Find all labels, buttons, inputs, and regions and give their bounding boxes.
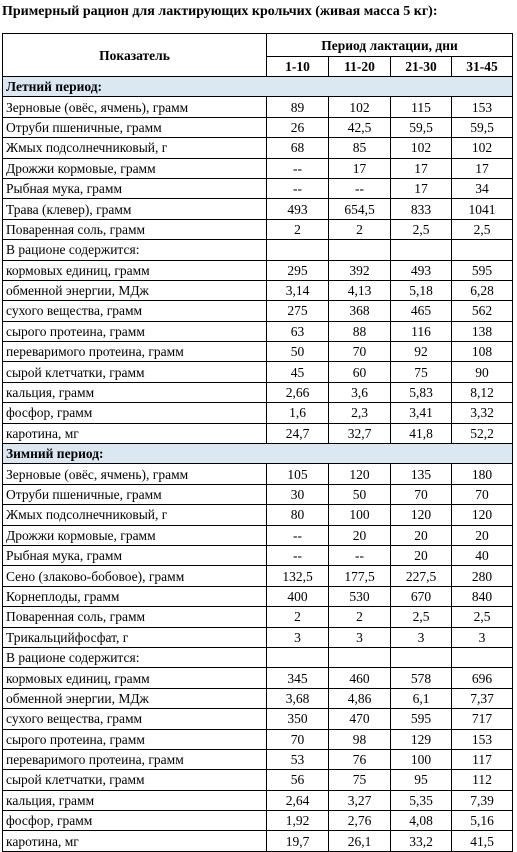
value-cell: 2,3 [329, 403, 391, 423]
value-cell: 153 [452, 97, 513, 117]
value-cell: -- [267, 525, 329, 545]
value-cell: 493 [267, 199, 329, 219]
section-title: Летний период: [3, 77, 513, 97]
value-cell: 345 [267, 668, 329, 688]
value-cell: 32,7 [329, 423, 391, 443]
table-row [3, 668, 513, 688]
value-cell: 120 [391, 505, 452, 525]
column-header: 31-45 [452, 57, 513, 77]
section-header-row [3, 444, 513, 464]
value-cell: 115 [391, 97, 452, 117]
contains-label: В рационе содержится: [3, 647, 267, 667]
section-header-row [3, 77, 513, 97]
table-row [3, 627, 513, 647]
value-cell: 4,86 [329, 688, 391, 708]
table-row [3, 525, 513, 545]
value-cell: 275 [267, 301, 329, 321]
value-cell: 2,5 [391, 219, 452, 239]
row-label: кальция, грамм [3, 790, 267, 810]
value-cell: 3,27 [329, 790, 391, 810]
row-label: Зерновые (овёс, ячмень), грамм [3, 97, 267, 117]
value-cell: 90 [452, 362, 513, 382]
empty-cell [452, 647, 513, 667]
value-cell: 465 [391, 301, 452, 321]
table-row [3, 321, 513, 341]
empty-cell [452, 240, 513, 260]
table-row [3, 382, 513, 402]
value-cell: 3 [452, 627, 513, 647]
row-label: Дрожжи кормовые, грамм [3, 158, 267, 178]
table-row [3, 199, 513, 219]
value-cell: 3 [267, 627, 329, 647]
value-cell: -- [329, 545, 391, 565]
value-cell: 578 [391, 668, 452, 688]
value-cell: 41,8 [391, 423, 452, 443]
value-cell: 6,1 [391, 688, 452, 708]
value-cell: 45 [267, 362, 329, 382]
indicator-header: Показатель [3, 34, 267, 77]
value-cell: 92 [391, 342, 452, 362]
value-cell: -- [329, 178, 391, 198]
value-cell: 530 [329, 586, 391, 606]
value-cell: 2 [267, 219, 329, 239]
column-header: 1-10 [267, 57, 329, 77]
table-row [3, 403, 513, 423]
value-cell: 70 [329, 342, 391, 362]
value-cell: 102 [329, 97, 391, 117]
table-row [3, 280, 513, 300]
value-cell: 89 [267, 97, 329, 117]
value-cell: 2,66 [267, 382, 329, 402]
value-cell: 8,12 [452, 382, 513, 402]
value-cell: 3,14 [267, 280, 329, 300]
value-cell: 59,5 [391, 117, 452, 137]
value-cell: 117 [452, 749, 513, 769]
period-header: Период лактации, дни [267, 34, 513, 57]
value-cell: 53 [267, 749, 329, 769]
value-cell: 180 [452, 464, 513, 484]
value-cell: 3,41 [391, 403, 452, 423]
table-row [3, 811, 513, 831]
value-cell: 1,6 [267, 403, 329, 423]
value-cell: 17 [329, 158, 391, 178]
table-row [3, 790, 513, 810]
table-row [3, 158, 513, 178]
table-row [3, 729, 513, 749]
value-cell: 696 [452, 668, 513, 688]
table-row [3, 423, 513, 443]
value-cell: 63 [267, 321, 329, 341]
value-cell: -- [267, 158, 329, 178]
value-cell: 833 [391, 199, 452, 219]
value-cell: 227,5 [391, 566, 452, 586]
row-label: фосфор, грамм [3, 403, 267, 423]
value-cell: 1041 [452, 199, 513, 219]
value-cell: 20 [329, 525, 391, 545]
column-header: 11-20 [329, 57, 391, 77]
table-row [3, 464, 513, 484]
value-cell: -- [267, 545, 329, 565]
empty-cell [329, 647, 391, 667]
row-label: каротина, мг [3, 831, 267, 851]
row-label: Корнеплоды, грамм [3, 586, 267, 606]
value-cell: 26,1 [329, 831, 391, 851]
value-cell: 3,6 [329, 382, 391, 402]
row-label: Жмых подсолнечниковый, г [3, 505, 267, 525]
value-cell: 105 [267, 464, 329, 484]
row-label: Зерновые (овёс, ячмень), грамм [3, 464, 267, 484]
value-cell: 392 [329, 260, 391, 280]
value-cell: 595 [452, 260, 513, 280]
value-cell: 5,16 [452, 811, 513, 831]
value-cell: 116 [391, 321, 452, 341]
value-cell: 153 [452, 729, 513, 749]
value-cell: 100 [329, 505, 391, 525]
empty-cell [267, 240, 329, 260]
row-label: Трава (клевер), грамм [3, 199, 267, 219]
table-row [3, 117, 513, 137]
table-row [3, 545, 513, 565]
table-row [3, 586, 513, 606]
empty-cell [267, 647, 329, 667]
value-cell: 400 [267, 586, 329, 606]
value-cell: 112 [452, 770, 513, 790]
value-cell: 56 [267, 770, 329, 790]
table-row [3, 178, 513, 198]
table-row [3, 342, 513, 362]
value-cell: 33,2 [391, 831, 452, 851]
value-cell: 76 [329, 749, 391, 769]
value-cell: 75 [329, 770, 391, 790]
table-row [3, 607, 513, 627]
table-row [3, 484, 513, 504]
value-cell: 2 [329, 607, 391, 627]
value-cell: 17 [391, 178, 452, 198]
table-row [3, 260, 513, 280]
value-cell: 2,76 [329, 811, 391, 831]
table-row [3, 505, 513, 525]
row-label: сырой клетчатки, грамм [3, 362, 267, 382]
value-cell: 717 [452, 709, 513, 729]
value-cell: 80 [267, 505, 329, 525]
value-cell: 1,92 [267, 811, 329, 831]
value-cell: 2,5 [452, 607, 513, 627]
value-cell: 26 [267, 117, 329, 137]
contains-row [3, 240, 513, 260]
row-label: сырого протеина, грамм [3, 729, 267, 749]
value-cell: 41,5 [452, 831, 513, 851]
row-label: Поваренная соль, грамм [3, 607, 267, 627]
value-cell: 95 [391, 770, 452, 790]
empty-cell [391, 240, 452, 260]
empty-cell [391, 647, 452, 667]
value-cell: 70 [267, 729, 329, 749]
empty-cell [329, 240, 391, 260]
value-cell: 2,5 [452, 219, 513, 239]
table-row [3, 138, 513, 158]
table-header-row [3, 34, 513, 57]
row-label: обменной энергии, МДж [3, 280, 267, 300]
value-cell: 132,5 [267, 566, 329, 586]
row-label: сырого протеина, грамм [3, 321, 267, 341]
table-row [3, 301, 513, 321]
value-cell: 460 [329, 668, 391, 688]
value-cell: 75 [391, 362, 452, 382]
value-cell: 595 [391, 709, 452, 729]
value-cell: 20 [452, 525, 513, 545]
value-cell: 670 [391, 586, 452, 606]
value-cell: 102 [452, 138, 513, 158]
row-label: кальция, грамм [3, 382, 267, 402]
value-cell: 19,7 [267, 831, 329, 851]
row-label: сухого вещества, грамм [3, 301, 267, 321]
value-cell: 59,5 [452, 117, 513, 137]
value-cell: 562 [452, 301, 513, 321]
value-cell: 4,13 [329, 280, 391, 300]
value-cell: 68 [267, 138, 329, 158]
table-row [3, 566, 513, 586]
value-cell: 4,08 [391, 811, 452, 831]
table-row [3, 749, 513, 769]
value-cell: 295 [267, 260, 329, 280]
value-cell: 20 [391, 525, 452, 545]
row-label: переваримого протеина, грамм [3, 749, 267, 769]
value-cell: 5,35 [391, 790, 452, 810]
value-cell: 120 [452, 505, 513, 525]
table-row [3, 219, 513, 239]
section-title: Зимний период: [3, 444, 513, 464]
value-cell: 52,2 [452, 423, 513, 443]
value-cell: 88 [329, 321, 391, 341]
value-cell: 50 [329, 484, 391, 504]
value-cell: 5,18 [391, 280, 452, 300]
table-row [3, 831, 513, 851]
value-cell: 654,5 [329, 199, 391, 219]
row-label: переваримого протеина, грамм [3, 342, 267, 362]
table-row [3, 688, 513, 708]
value-cell: 2,5 [391, 607, 452, 627]
value-cell: 3 [391, 627, 452, 647]
value-cell: 350 [267, 709, 329, 729]
row-label: Дрожжи кормовые, грамм [3, 525, 267, 545]
row-label: фосфор, грамм [3, 811, 267, 831]
value-cell: 30 [267, 484, 329, 504]
value-cell: 840 [452, 586, 513, 606]
value-cell: 102 [391, 138, 452, 158]
row-label: Поваренная соль, грамм [3, 219, 267, 239]
row-label: Рыбная мука, грамм [3, 545, 267, 565]
value-cell: 60 [329, 362, 391, 382]
value-cell: 280 [452, 566, 513, 586]
value-cell: 3,68 [267, 688, 329, 708]
value-cell: 20 [391, 545, 452, 565]
value-cell: 368 [329, 301, 391, 321]
value-cell: 135 [391, 464, 452, 484]
row-label: сухого вещества, грамм [3, 709, 267, 729]
value-cell: 42,5 [329, 117, 391, 137]
row-label: Жмых подсолнечниковый, г [3, 138, 267, 158]
value-cell: 70 [391, 484, 452, 504]
value-cell: 2 [267, 607, 329, 627]
row-label: Отруби пшеничные, грамм [3, 117, 267, 137]
value-cell: 50 [267, 342, 329, 362]
value-cell: 129 [391, 729, 452, 749]
value-cell: 24,7 [267, 423, 329, 443]
table-row [3, 97, 513, 117]
row-label: обменной энергии, МДж [3, 688, 267, 708]
contains-label: В рационе содержится: [3, 240, 267, 260]
value-cell: 2,64 [267, 790, 329, 810]
row-label: Рыбная мука, грамм [3, 178, 267, 198]
value-cell: 3 [329, 627, 391, 647]
table-row [3, 709, 513, 729]
value-cell: 100 [391, 749, 452, 769]
value-cell: 493 [391, 260, 452, 280]
table-row [3, 770, 513, 790]
value-cell: 2 [329, 219, 391, 239]
value-cell: 5,83 [391, 382, 452, 402]
row-label: кормовых единиц, грамм [3, 260, 267, 280]
value-cell: -- [267, 178, 329, 198]
row-label: Сено (злаково-бобовое), грамм [3, 566, 267, 586]
value-cell: 98 [329, 729, 391, 749]
value-cell: 6,28 [452, 280, 513, 300]
value-cell: 120 [329, 464, 391, 484]
ration-table [2, 33, 513, 852]
row-label: Отруби пшеничные, грамм [3, 484, 267, 504]
value-cell: 70 [452, 484, 513, 504]
contains-row [3, 647, 513, 667]
value-cell: 108 [452, 342, 513, 362]
value-cell: 85 [329, 138, 391, 158]
value-cell: 17 [391, 158, 452, 178]
value-cell: 34 [452, 178, 513, 198]
page-title: Примерный рацион для лактирующих крольчих (живая масса 5 кг): [2, 4, 438, 19]
value-cell: 138 [452, 321, 513, 341]
value-cell: 470 [329, 709, 391, 729]
value-cell: 17 [452, 158, 513, 178]
column-header: 21-30 [391, 57, 452, 77]
value-cell: 7,37 [452, 688, 513, 708]
row-label: каротина, мг [3, 423, 267, 443]
value-cell: 3,32 [452, 403, 513, 423]
value-cell: 7,39 [452, 790, 513, 810]
row-label: Трикальцийфосфат, г [3, 627, 267, 647]
value-cell: 40 [452, 545, 513, 565]
table-row [3, 362, 513, 382]
value-cell: 177,5 [329, 566, 391, 586]
row-label: сырой клетчатки, грамм [3, 770, 267, 790]
row-label: кормовых единиц, грамм [3, 668, 267, 688]
